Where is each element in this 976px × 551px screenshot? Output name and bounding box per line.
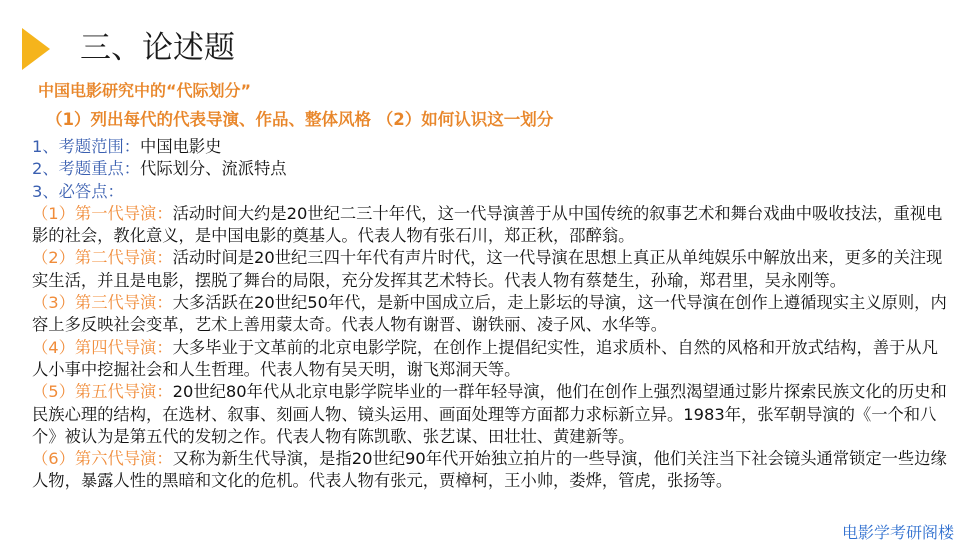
question-subtitle: （1）列出每代的代表导演、作品、整体风格 （2）如何认识这一划分 bbox=[46, 110, 554, 129]
focus-line bbox=[32, 158, 952, 180]
scope-label: 1、考题范围： bbox=[32, 137, 141, 156]
watermark: 电影学考研阁楼 bbox=[841, 523, 954, 542]
focus-label: 2、考题重点： bbox=[32, 159, 141, 179]
generation-4-label: （4）第四代导演： bbox=[32, 337, 173, 357]
scope-line bbox=[32, 136, 952, 158]
generation-3-label: （3）第三代导演： bbox=[32, 293, 173, 313]
generation-1 bbox=[32, 203, 952, 248]
generation-5 bbox=[32, 381, 952, 448]
generation-3-text: 大多活跃在20世纪50年代，是新中国成立后，走上影坛的导演，这一代导演在创作上遵循现实主义原则，内容上多反映社会变革，艺术上善用蒙太奇。代表人物有谢晋、谢铁丽、凌子风、水华等。 bbox=[32, 293, 947, 335]
generation-4 bbox=[32, 337, 952, 382]
focus-value: 代际划分、流派特点 bbox=[140, 159, 287, 179]
answer-body bbox=[32, 136, 952, 493]
title-arrow-icon bbox=[22, 28, 50, 70]
scope-value: 中国电影史 bbox=[140, 137, 222, 156]
generation-5-text: 20世纪80年代从北京电影学院毕业的一群年轻导演，他们在创作上强烈渴望通过影片探索民族文化的历史和民族心理的结构，在选材、叙事、刻画人物、镜头运用、画面处理等方面都力求标新立异。1983年，张军朝导演的《一个和八个》被认为是第五代的发轫之作。代表人物有陈凯歌、张艺谋、田壮壮、黄建新等。 bbox=[32, 382, 947, 446]
generation-1-text: 活动时间大约是20世纪二三十年代，这一代导演善于从中国传统的叙事艺术和舞台戏曲中吸收技法，重视电影的社会，教化意义，是中国电影的奠基人。代表人物有张石川，郑正秋，邵醉翁。 bbox=[32, 203, 943, 246]
answer-label: 3、必答点： bbox=[32, 181, 124, 201]
generation-6-text: 又称为新生代导演，是指20世纪90年代开始独立拍片的一些导演，他们关注当下社会镜头通常锁定一些边缘人物，暴露人性的黑暗和文化的危机。代表人物有张元，贾樟柯，王小帅，娄烨，管虎，张扬等。 bbox=[32, 449, 947, 491]
page-title: 三、论述题 bbox=[80, 30, 235, 66]
generation-1-label: （1）第一代导演： bbox=[32, 203, 173, 223]
generation-2 bbox=[32, 247, 952, 292]
generation-4-text: 大多毕业于文革前的北京电影学院，在创作上提倡纪实性，追求质朴、自然的风格和开放式结构，善于从凡人小事中挖掘社会和人生哲理。代表人物有吴天明，谢飞郑洞天等。 bbox=[32, 337, 938, 379]
generation-6-label: （6）第六代导演： bbox=[32, 449, 173, 469]
generation-3 bbox=[32, 292, 952, 337]
generation-5-label: （5）第五代导演： bbox=[32, 382, 173, 402]
answer-line bbox=[32, 181, 952, 203]
generation-2-label: （2）第二代导演： bbox=[32, 248, 173, 268]
generation-2-text: 活动时间是20世纪三四十年代有声片时代，这一代导演在思想上真正从单纯娱乐中解放出来，更多的关注现实生活，并且是电影，摆脱了舞台的局限，充分发挥其艺术特长。代表人物有蔡楚生，孙瑜，郑君里，吴永刚等。 bbox=[32, 248, 943, 290]
generation-6 bbox=[32, 448, 952, 493]
question-title: 中国电影研究中的“代际划分” bbox=[38, 81, 252, 100]
